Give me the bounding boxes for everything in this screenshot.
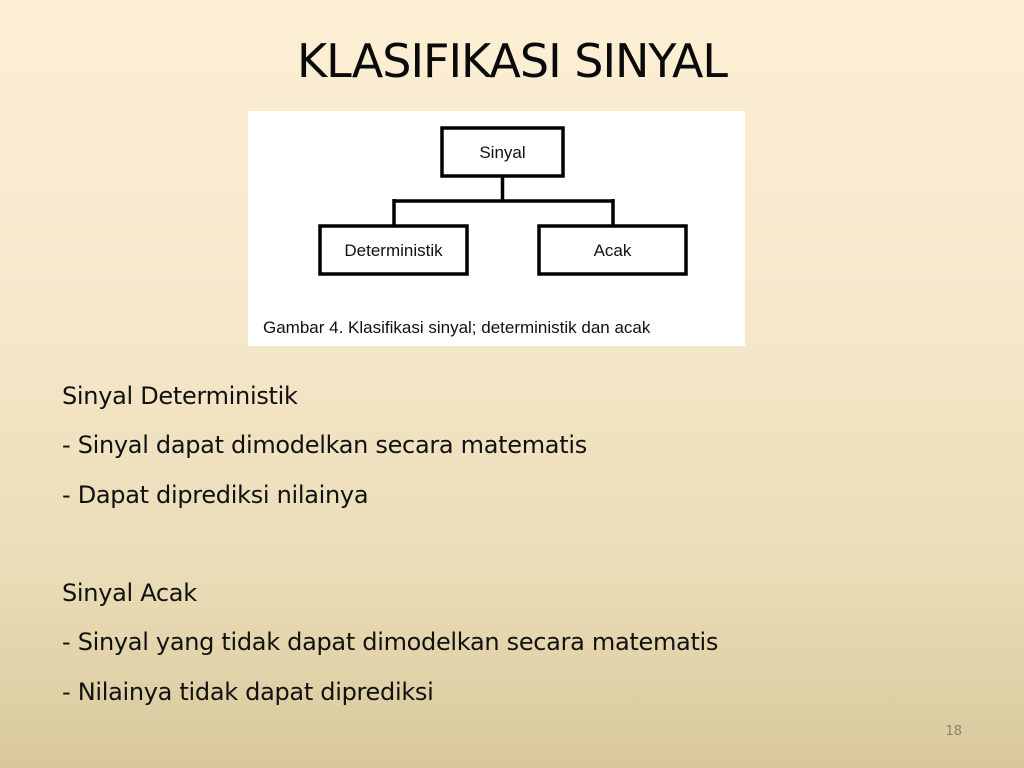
bullet-item: - Dapat diprediksi nilainya [62,480,369,509]
tree-diagram-svg [248,111,745,346]
section-heading-deterministik: Sinyal Deterministik [62,382,298,410]
child-node-label-deterministik: Deterministik [344,241,443,260]
classification-diagram [248,111,745,346]
section-heading-acak: Sinyal Acak [62,579,197,608]
page-number: 18 [945,724,962,739]
child-node-label-acak: Acak [593,241,632,260]
slide-title: KLASIFIKASI SINYAL [296,34,728,88]
bullet-item: - Nilainya tidak dapat diprediksi [62,677,434,706]
section-spacer [62,520,962,569]
bullet-item: - Sinyal yang tidak dapat dimodelkan secara matematis [62,628,719,657]
root-node-label: Sinyal [479,143,526,162]
slide-body [62,372,962,717]
figure-caption: Gambar 4. Klasifikasi sinyal; deterministik dan acak [263,318,651,337]
bullet-item: - Sinyal dapat dimodelkan secara matematis [62,431,587,460]
